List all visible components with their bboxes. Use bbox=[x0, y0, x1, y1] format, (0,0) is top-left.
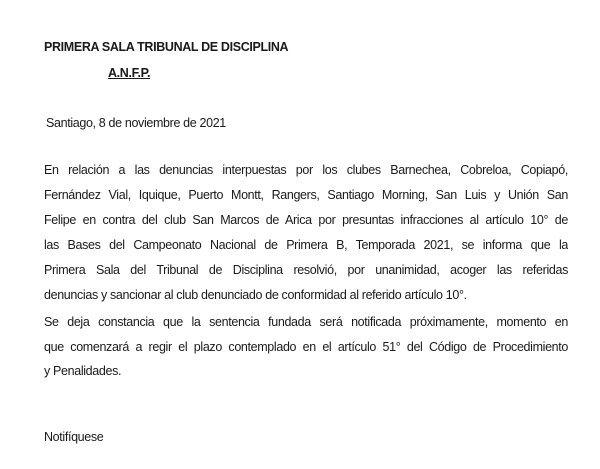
paragraph-line: Primera Sala del Tribunal de Disciplina resolvió, por unanimidad, acoger las referidas bbox=[44, 263, 568, 277]
document-subtitle: A.N.F.P. bbox=[108, 66, 151, 80]
paragraph-line: En relación a las denuncias interpuestas por los clubes Barnechea, Cobreloa, Copiapó, bbox=[44, 163, 568, 177]
paragraph-line: y Penalidades. bbox=[44, 364, 122, 378]
paragraph-line: que comenzará a regir el plazo contemplado en el artículo 51° del Código de Procedimiento bbox=[44, 340, 568, 354]
paragraph-line: Se deja constancia que la sentencia fundada será notificada próximamente, momento en bbox=[44, 315, 568, 329]
document-date: Santiago, 8 de noviembre de 2021 bbox=[46, 116, 226, 130]
paragraph-line: Fernández Vial, Iquique, Puerto Montt, Rangers, Santiago Morning, San Luis y Unión San bbox=[44, 188, 568, 202]
closing-text: Notifíquese bbox=[44, 430, 104, 444]
document-title: PRIMERA SALA TRIBUNAL DE DISCIPLINA bbox=[44, 40, 289, 54]
paragraph-line: denuncias y sancionar al club denunciado de conformidad al referido artículo 10°. bbox=[44, 288, 467, 302]
paragraph-line: las Bases del Campeonato Nacional de Primera B, Temporada 2021, se informa que la bbox=[44, 238, 568, 252]
paragraph-line: Felipe en contra del club San Marcos de Arica por presuntas infracciones al artículo 10° de bbox=[44, 213, 568, 227]
